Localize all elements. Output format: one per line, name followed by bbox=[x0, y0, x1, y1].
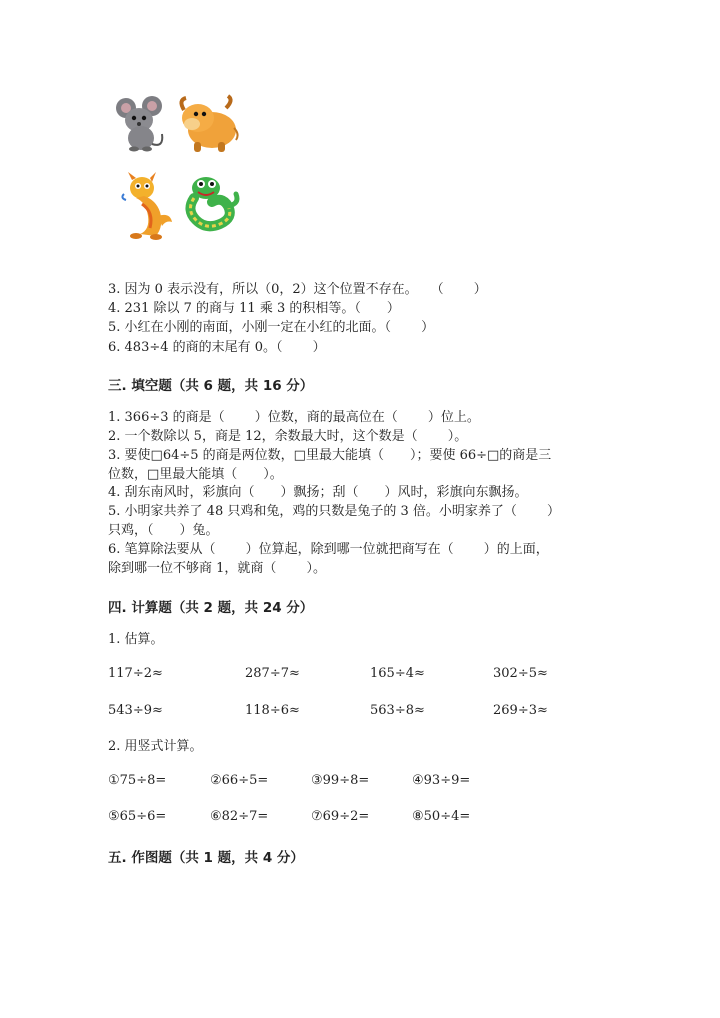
estimate-item: 118÷6≈ bbox=[245, 703, 300, 718]
vertical-calc-item: ⑤65÷6= bbox=[108, 809, 167, 824]
fill-line-3a: 3. 要使□64÷5 的商是两位数，□里最大能填（ ）；要使 66÷□的商是三 bbox=[108, 448, 552, 463]
judge-item-3: 3. 因为 0 表示没有，所以（0，2）这个位置不存在。 （ ） bbox=[108, 282, 487, 297]
estimate-item: 117÷2≈ bbox=[108, 666, 163, 681]
mouse-image bbox=[112, 94, 172, 154]
ox-icon bbox=[174, 94, 240, 156]
vertical-calc-item: ②66÷5= bbox=[210, 773, 269, 788]
judge-item-6: 6. 483÷4 的商的末尾有 0。（ ） bbox=[108, 340, 326, 355]
fill-line-1: 1. 366÷3 的商是（ ）位数，商的最高位在（ ）位上。 bbox=[108, 410, 480, 425]
fill-line-2: 2. 一个数除以 5，商是 12，余数最大时，这个数是（ ）。 bbox=[108, 429, 468, 444]
section-3-title: 三. 填空题（共 6 题，共 16 分） bbox=[108, 378, 314, 394]
fill-line-5b: 只鸡，（ ）兔。 bbox=[108, 523, 219, 538]
calc-q1-label: 1. 估算。 bbox=[108, 632, 164, 647]
estimate-item: 563÷8≈ bbox=[370, 703, 425, 718]
dragon-icon bbox=[120, 172, 174, 240]
vertical-calc-item: ①75÷8= bbox=[108, 773, 167, 788]
fill-line-5a: 5. 小明家共养了 48 只鸡和兔，鸡的只数是兔子的 3 倍。小明家养了（ ） bbox=[108, 504, 561, 519]
estimate-item: 302÷5≈ bbox=[493, 666, 548, 681]
vertical-calc-item: ④93÷9= bbox=[412, 773, 471, 788]
judge-item-5: 5. 小红在小刚的南面，小刚一定在小红的北面。（ ） bbox=[108, 320, 435, 335]
ox-image bbox=[174, 94, 240, 156]
estimate-item: 287÷7≈ bbox=[245, 666, 300, 681]
estimate-item: 543÷9≈ bbox=[108, 703, 163, 718]
vertical-calc-item: ⑥82÷7= bbox=[210, 809, 269, 824]
fill-line-3b: 位数，□里最大能填（ ）。 bbox=[108, 467, 283, 482]
section-4-title: 四. 计算题（共 2 题，共 24 分） bbox=[108, 600, 314, 616]
fill-line-4: 4. 刮东南风时，彩旗向（ ）飘扬；刮（ ）风时，彩旗向东飘扬。 bbox=[108, 485, 528, 500]
mouse-icon bbox=[112, 94, 172, 154]
vertical-calc-item: ③99÷8= bbox=[311, 773, 370, 788]
section-5-title: 五. 作图题（共 1 题，共 4 分） bbox=[108, 850, 304, 866]
dragon-image bbox=[120, 172, 174, 240]
fill-line-6a: 6. 笔算除法要从（ ）位算起，除到哪一位就把商写在（ ）的上面， bbox=[108, 542, 549, 557]
snake-image bbox=[184, 174, 242, 232]
snake-icon bbox=[184, 174, 242, 232]
fill-line-6b: 除到哪一位不够商 1，就商（ ）。 bbox=[108, 561, 327, 576]
calc-q2-label: 2. 用竖式计算。 bbox=[108, 739, 203, 754]
vertical-calc-item: ⑧50÷4= bbox=[412, 809, 471, 824]
judge-item-4: 4. 231 除以 7 的商与 11 乘 3 的积相等。（ ） bbox=[108, 301, 400, 316]
estimate-item: 269÷3≈ bbox=[493, 703, 548, 718]
vertical-calc-item: ⑦69÷2= bbox=[311, 809, 370, 824]
estimate-item: 165÷4≈ bbox=[370, 666, 425, 681]
